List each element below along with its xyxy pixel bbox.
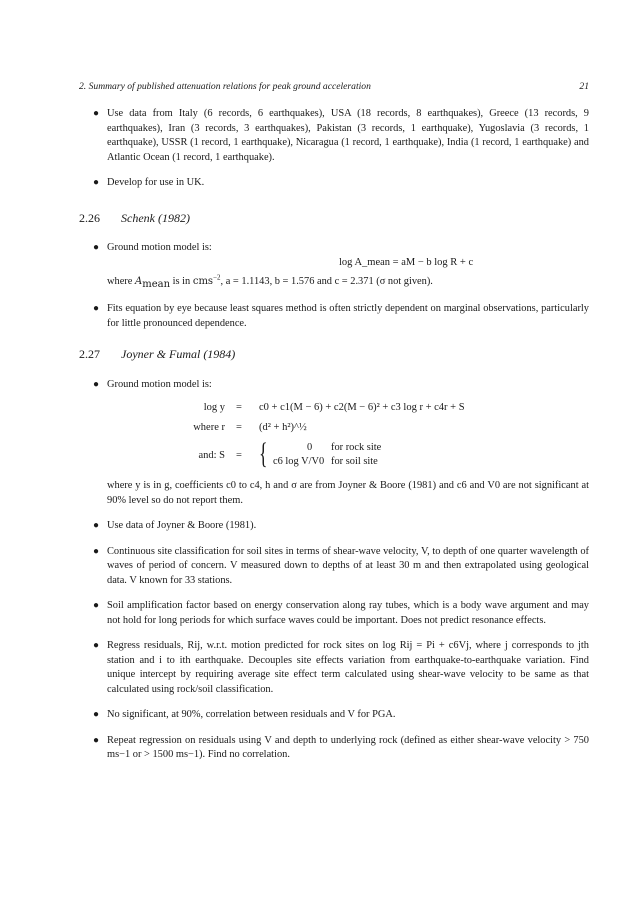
- list-item: ● No significant, at 90%, correlation between residuals and V for PGA.: [79, 708, 589, 723]
- section-2-26-model: [79, 241, 589, 256]
- page-number: 21: [579, 81, 589, 92]
- bullet-icon: ●: [93, 242, 100, 253]
- equation-row: log y = c0 + c1(M − 6) + c2(M − 6)² + c3 log r + c4r + S: [203, 402, 465, 413]
- list-item: ● Soil amplification factor based on energy conservation along ray tubes, which is a body wave argument and may not hold for long periods for which surface waves could be important. Does not predict resonance effects.: [93, 600, 589, 626]
- list-item: ● Fits equation by eye because least squares method is often strictly dependent on marginal observations, particularly for little pronounced dependence.: [93, 303, 589, 329]
- section-2-27-list: [79, 519, 589, 763]
- list-item: ● Use data from Italy (6 records, 6 earthquakes), USA (18 records, 8 earthquakes), Greece (13 records, 9 earthquakes), Iran (3 records, 3 earthquakes), Pakistan (3 records, 1 earthquake), Yugoslavia (3 records, 1 earthquake), USSR (1 record, 1 earthquake), Nicaragua (1 record, 1 earthquake), India (1 record, 1 earthquake) and Atlantic Ocean (1 record, 1 earthquake).: [93, 108, 589, 163]
- list-item: ● Repeat regression on residuals using V and depth to underlying rock (defined as either shear-wave velocity > 750 ms−1 or > 1500 ms−1). Find no correlation.: [93, 734, 589, 760]
- list-item: ● Regress residuals, Rij, w.r.t. motion predicted for rock sites on log Rij = Pi + c6Vj, where j corresponds to jth station and i to ith earthquake. Decouples site effects variation from earthquake-to-earthquake variation. Find unique intercept by requiring average site effect term calculated using shear-wave velocity to be same as that calculated using rock/soil classification.: [93, 640, 589, 695]
- section-2-26-where: [79, 275, 589, 290]
- equation-row: where r = (d² + h²)^½: [193, 422, 307, 433]
- list-item: ● Use data of Joyner & Boore (1981).: [79, 519, 589, 534]
- list-item: ● Continuous site classification for soil sites in terms of shear-wave velocity, V, to depth of one quarter wavelength of waves of period of concern. V measured down to depths of at least 30 m and then extrapolated using geological data. V known for 33 stations.: [93, 545, 589, 586]
- bullet-icon: ●: [93, 734, 100, 746]
- list-item: ● Ground motion model is:: [79, 241, 589, 256]
- running-header: [79, 81, 589, 95]
- section-2-26-fit: [79, 302, 589, 331]
- left-brace-icon: {: [259, 437, 268, 470]
- bullet-icon: ●: [93, 640, 100, 651]
- equation-array: [175, 402, 515, 472]
- bullet-icon: ●: [93, 600, 100, 611]
- bullet-icon: ●: [93, 303, 100, 314]
- where-line: where $A_{mean}$ is in cms$^{-2}$, a = 1.1143, b = 1.576 and c = 2.371 (σ not given).: [107, 273, 433, 291]
- section-2-27-where: [79, 479, 589, 508]
- section-heading-2-27: 2.27 Joyner & Fumal (1984): [79, 347, 236, 361]
- where-line: where y is in g, coefficients c0 to c4, h and σ are from Joyner & Boore (1981) and c6 and V0 are not significant at 90% level so do not report them.: [107, 480, 589, 506]
- list-item: ● Ground motion model is:: [79, 378, 589, 393]
- equation-schenk: log A_mean = aM − b log R + c: [339, 257, 474, 268]
- bullet-icon: ●: [93, 709, 100, 720]
- running-header-title: 2. Summary of published attenuation relations for peak ground acceleration: [79, 81, 371, 92]
- equation-row: and: S = { 0 for rock site c6 log V/V0 for soil site: [175, 442, 515, 472]
- bullet-icon: ●: [93, 177, 100, 188]
- list-item: ● Develop for use in UK.: [79, 176, 589, 191]
- bullet-icon: ●: [93, 108, 100, 119]
- bullet-icon: ●: [93, 545, 100, 557]
- bullet-icon: ●: [93, 520, 100, 531]
- bullet-icon: ●: [93, 379, 100, 390]
- section-2-27-model: [79, 378, 589, 393]
- section-top-list: [79, 107, 589, 191]
- cases-block: { 0 for rock site c6 log V/V0 for soil site: [259, 437, 382, 470]
- section-heading-2-26: 2.26 Schenk (1982): [79, 211, 190, 225]
